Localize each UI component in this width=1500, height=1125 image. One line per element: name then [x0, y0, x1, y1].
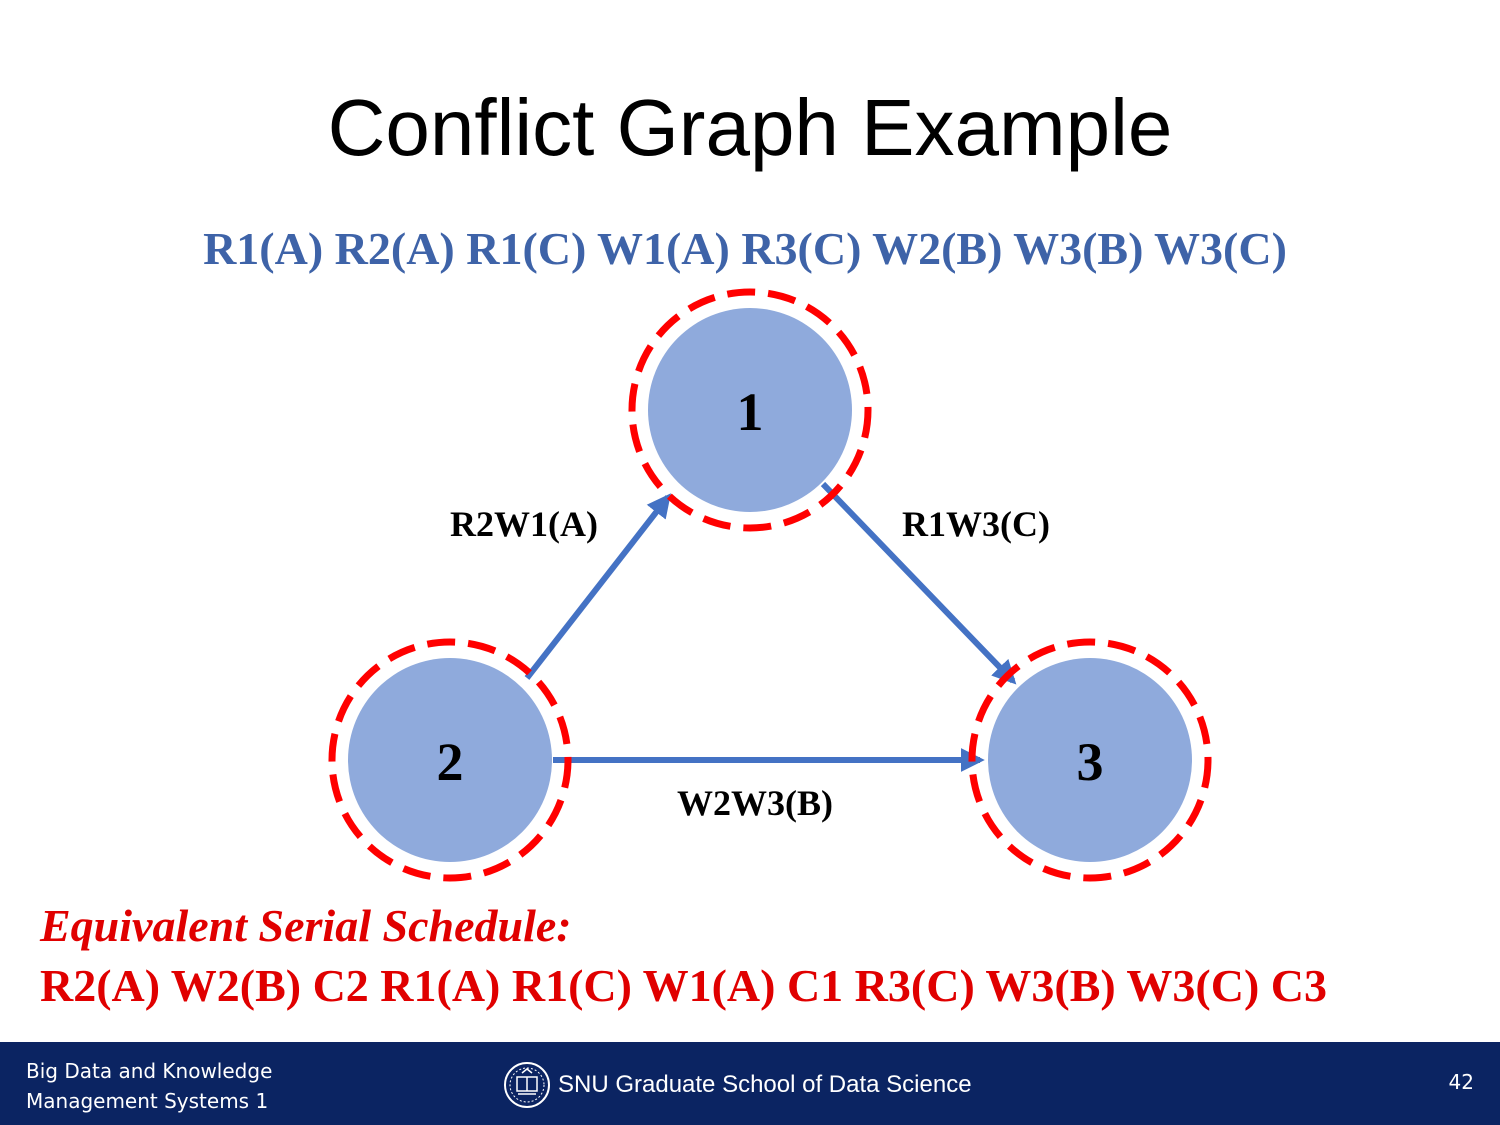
edge-label-r1w3: R1W3(C) [902, 504, 1050, 544]
footer-course-line1: Big Data and Knowledge [26, 1059, 273, 1083]
schedule-sequence: R1(A) R2(A) R1(C) W1(A) R3(C) W2(B) W3(B) W3(C) [203, 223, 1287, 274]
snu-logo-icon [502, 1061, 552, 1109]
node-2 [332, 642, 568, 878]
footer-course [26, 1056, 272, 1116]
footer-school-block [502, 1061, 972, 1109]
footer-school-name: SNU Graduate School of Data Science [558, 1071, 972, 1098]
node-1-label: 1 [736, 382, 764, 442]
node-3 [972, 642, 1208, 878]
node-2-label: 2 [436, 732, 464, 792]
node-1 [632, 292, 868, 528]
footer-course-line2: Management Systems 1 [26, 1089, 269, 1113]
footer-bar [0, 1042, 1500, 1125]
equivalent-schedule-label: Equivalent Serial Schedule: [40, 900, 572, 951]
node-3-label: 3 [1076, 732, 1104, 792]
edge-label-w2w3: W2W3(B) [677, 783, 833, 823]
slide-title: Conflict Graph Example [327, 83, 1173, 172]
equivalent-schedule-sequence: R2(A) W2(B) C2 R1(A) R1(C) W1(A) C1 R3(C) W3(B) W3(C) C3 [40, 960, 1327, 1011]
edge-label-r2w1: R2W1(A) [450, 504, 598, 544]
slide-page-number: 42 [1448, 1070, 1474, 1094]
